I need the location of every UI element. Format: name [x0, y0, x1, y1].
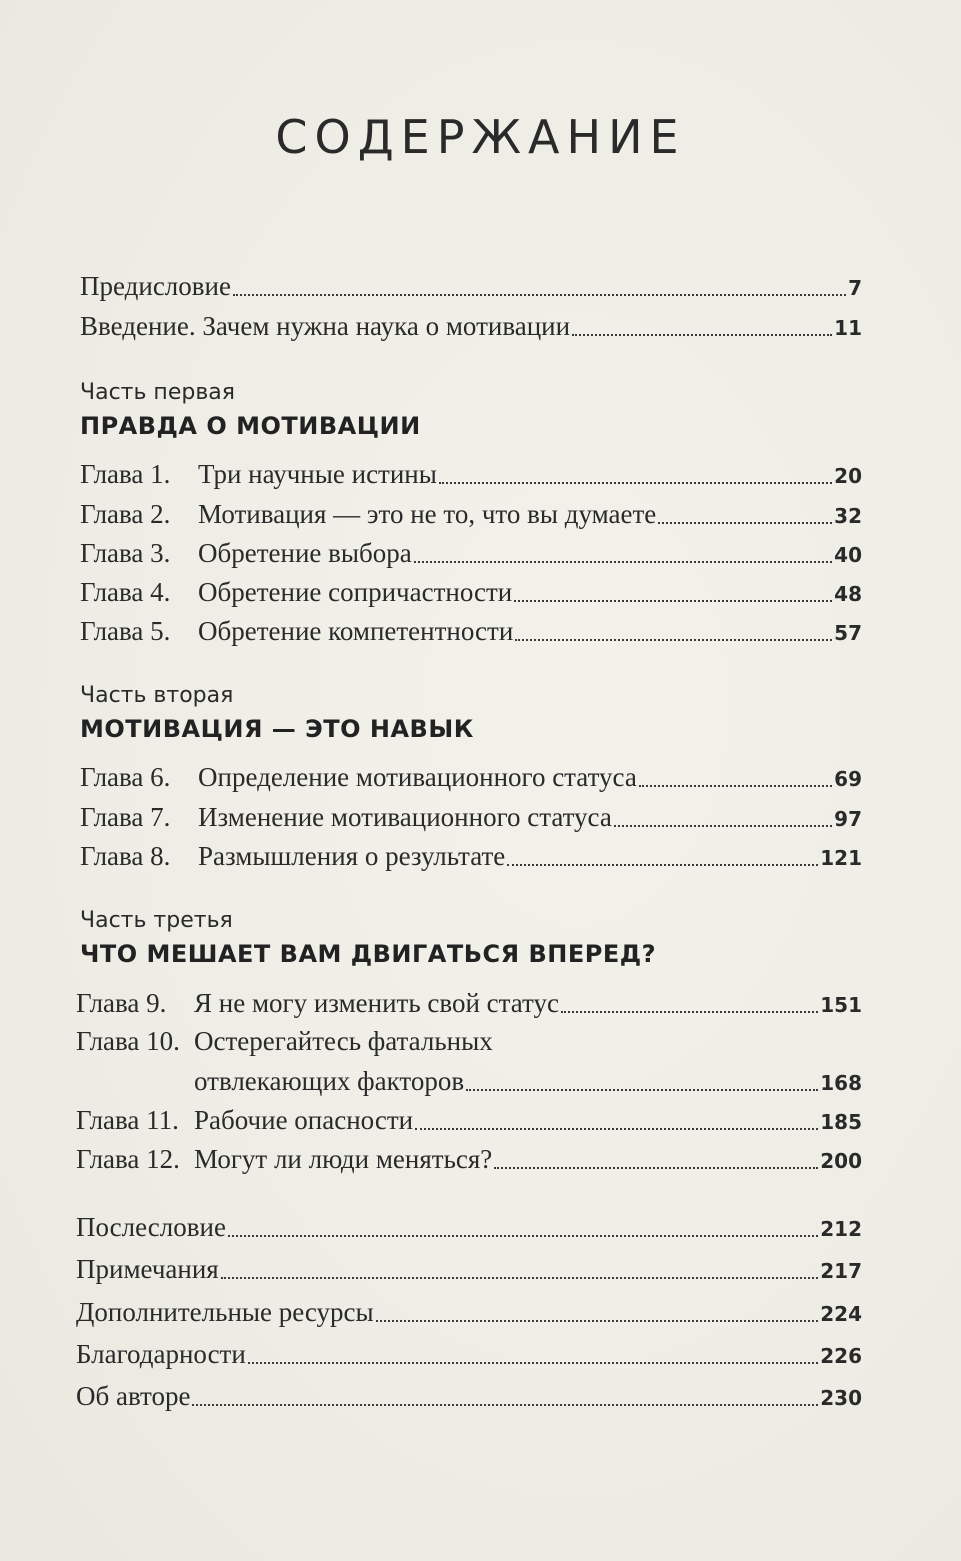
- dot-leader: [572, 333, 832, 336]
- chapter-number: Глава 8.: [80, 841, 171, 871]
- part-title: ЧТО МЕШАЕТ ВАМ ДВИГАТЬСЯ ВПЕРЕД?: [80, 940, 657, 968]
- dot-leader: [439, 481, 832, 484]
- entry-label: Изменение мотивационного статуса: [198, 802, 612, 832]
- entry-label: Примечания: [76, 1254, 219, 1284]
- toc-entry-chapter-6: [80, 753, 862, 793]
- entry-page: 226: [820, 1344, 862, 1368]
- dot-leader: [376, 1319, 819, 1322]
- entry-label: Я не могу изменить свой статус: [194, 988, 559, 1018]
- page-title: СОДЕРЖАНИЕ: [275, 110, 686, 164]
- entry-label: Рабочие опасности: [194, 1105, 414, 1135]
- entry-label: Остерегайтесь фатальных: [194, 1026, 493, 1056]
- entry-label: Дополнительные ресурсы: [76, 1297, 374, 1327]
- chapter-number: Глава 10.: [76, 1026, 180, 1056]
- toc-entry-chapter-2: [80, 490, 862, 530]
- entry-page: 11: [834, 316, 862, 340]
- dot-leader: [415, 1127, 818, 1130]
- toc-entry-chapter-9: [76, 979, 862, 1019]
- toc-entry-preface: [80, 262, 862, 302]
- chapter-number: Глава 2.: [80, 499, 171, 529]
- dot-leader: [515, 638, 832, 641]
- entry-label: Три научные истины: [198, 459, 437, 489]
- toc-entry-chapter-7: [80, 793, 862, 833]
- part-label: Часть вторая: [80, 683, 234, 708]
- toc-entry-chapter-11: [76, 1096, 862, 1136]
- dot-leader: [233, 293, 846, 296]
- entry-page: 224: [820, 1302, 862, 1326]
- entry-label: Размышления о результате: [198, 841, 506, 871]
- entry-label: Обретение компетентности: [198, 616, 514, 646]
- entry-label: Благодарности: [76, 1339, 246, 1369]
- part-title: ПРАВДА О МОТИВАЦИИ: [80, 412, 421, 440]
- dot-leader: [658, 521, 832, 524]
- toc-entry-afterword: [76, 1203, 862, 1243]
- toc-entry-chapter-10-continued: [76, 1057, 862, 1097]
- toc-entry-chapter-1: [80, 450, 862, 490]
- dot-leader: [494, 1166, 818, 1169]
- entry-label: Послесловие: [76, 1212, 226, 1242]
- dot-leader: [561, 1010, 818, 1013]
- entry-page: 200: [820, 1149, 862, 1173]
- entry-page: 48: [834, 582, 862, 606]
- toc-entry-resources: [76, 1288, 862, 1328]
- entry-page: 7: [848, 276, 862, 300]
- entry-page: 230: [820, 1386, 862, 1410]
- dot-leader: [466, 1088, 818, 1091]
- entry-label: Об авторе: [76, 1381, 191, 1411]
- toc-entry-about-author: [76, 1372, 862, 1412]
- part-label: Часть третья: [80, 908, 233, 933]
- entry-page: 212: [820, 1217, 862, 1241]
- dot-leader: [228, 1234, 818, 1237]
- dot-leader: [248, 1361, 818, 1364]
- chapter-number: Глава 9.: [76, 988, 167, 1018]
- dot-leader: [514, 599, 832, 602]
- chapter-number: Глава 11.: [76, 1105, 179, 1135]
- entry-label: Мотивация — это не то, что вы думаете: [198, 499, 657, 529]
- dot-leader: [192, 1403, 818, 1406]
- dot-leader: [507, 863, 818, 866]
- dot-leader: [614, 824, 832, 827]
- toc-entry-chapter-12: [76, 1135, 862, 1175]
- entry-label: Предисловие: [80, 271, 231, 301]
- entry-page: 32: [834, 504, 862, 528]
- entry-page: 40: [834, 543, 862, 567]
- dot-leader: [639, 784, 832, 787]
- entry-label: отвлекающих факторов: [194, 1066, 465, 1096]
- entry-label: Введение. Зачем нужна наука о мотивации: [80, 311, 571, 341]
- chapter-number: Глава 4.: [80, 577, 171, 607]
- entry-label: Обретение сопричастности: [198, 577, 513, 607]
- toc-entry-chapter-3: [80, 529, 862, 569]
- entry-page: 69: [834, 767, 862, 791]
- entry-page: 185: [820, 1110, 862, 1134]
- entry-page: 57: [834, 621, 862, 645]
- dot-leader: [221, 1276, 819, 1279]
- toc-entry-chapter-10: [76, 1017, 862, 1057]
- entry-page: 97: [834, 807, 862, 831]
- entry-page: 151: [820, 993, 862, 1017]
- entry-label: Определение мотивационного статуса: [198, 762, 637, 792]
- toc-entry-chapter-8: [80, 832, 862, 872]
- toc-entry-acknowledgments: [76, 1330, 862, 1370]
- entry-label: Могут ли люди меняться?: [194, 1144, 493, 1174]
- entry-page: 121: [820, 846, 862, 870]
- chapter-number: Глава 3.: [80, 538, 171, 568]
- entry-label: Обретение выбора: [198, 538, 412, 568]
- dot-leader: [414, 560, 832, 563]
- toc-entry-introduction: [80, 302, 862, 342]
- entry-page: 168: [820, 1071, 862, 1095]
- chapter-number: Глава 12.: [76, 1144, 180, 1174]
- toc-entry-chapter-4: [80, 568, 862, 608]
- part-title: МОТИВАЦИЯ — ЭТО НАВЫК: [80, 715, 474, 743]
- chapter-number: Глава 7.: [80, 802, 171, 832]
- toc-entry-notes: [76, 1245, 862, 1285]
- toc-entry-chapter-5: [80, 607, 862, 647]
- entry-page: 20: [834, 464, 862, 488]
- chapter-number: Глава 1.: [80, 459, 171, 489]
- entry-page: 217: [820, 1259, 862, 1283]
- part-label: Часть первая: [80, 380, 235, 405]
- chapter-number: Глава 6.: [80, 762, 171, 792]
- chapter-number: Глава 5.: [80, 616, 171, 646]
